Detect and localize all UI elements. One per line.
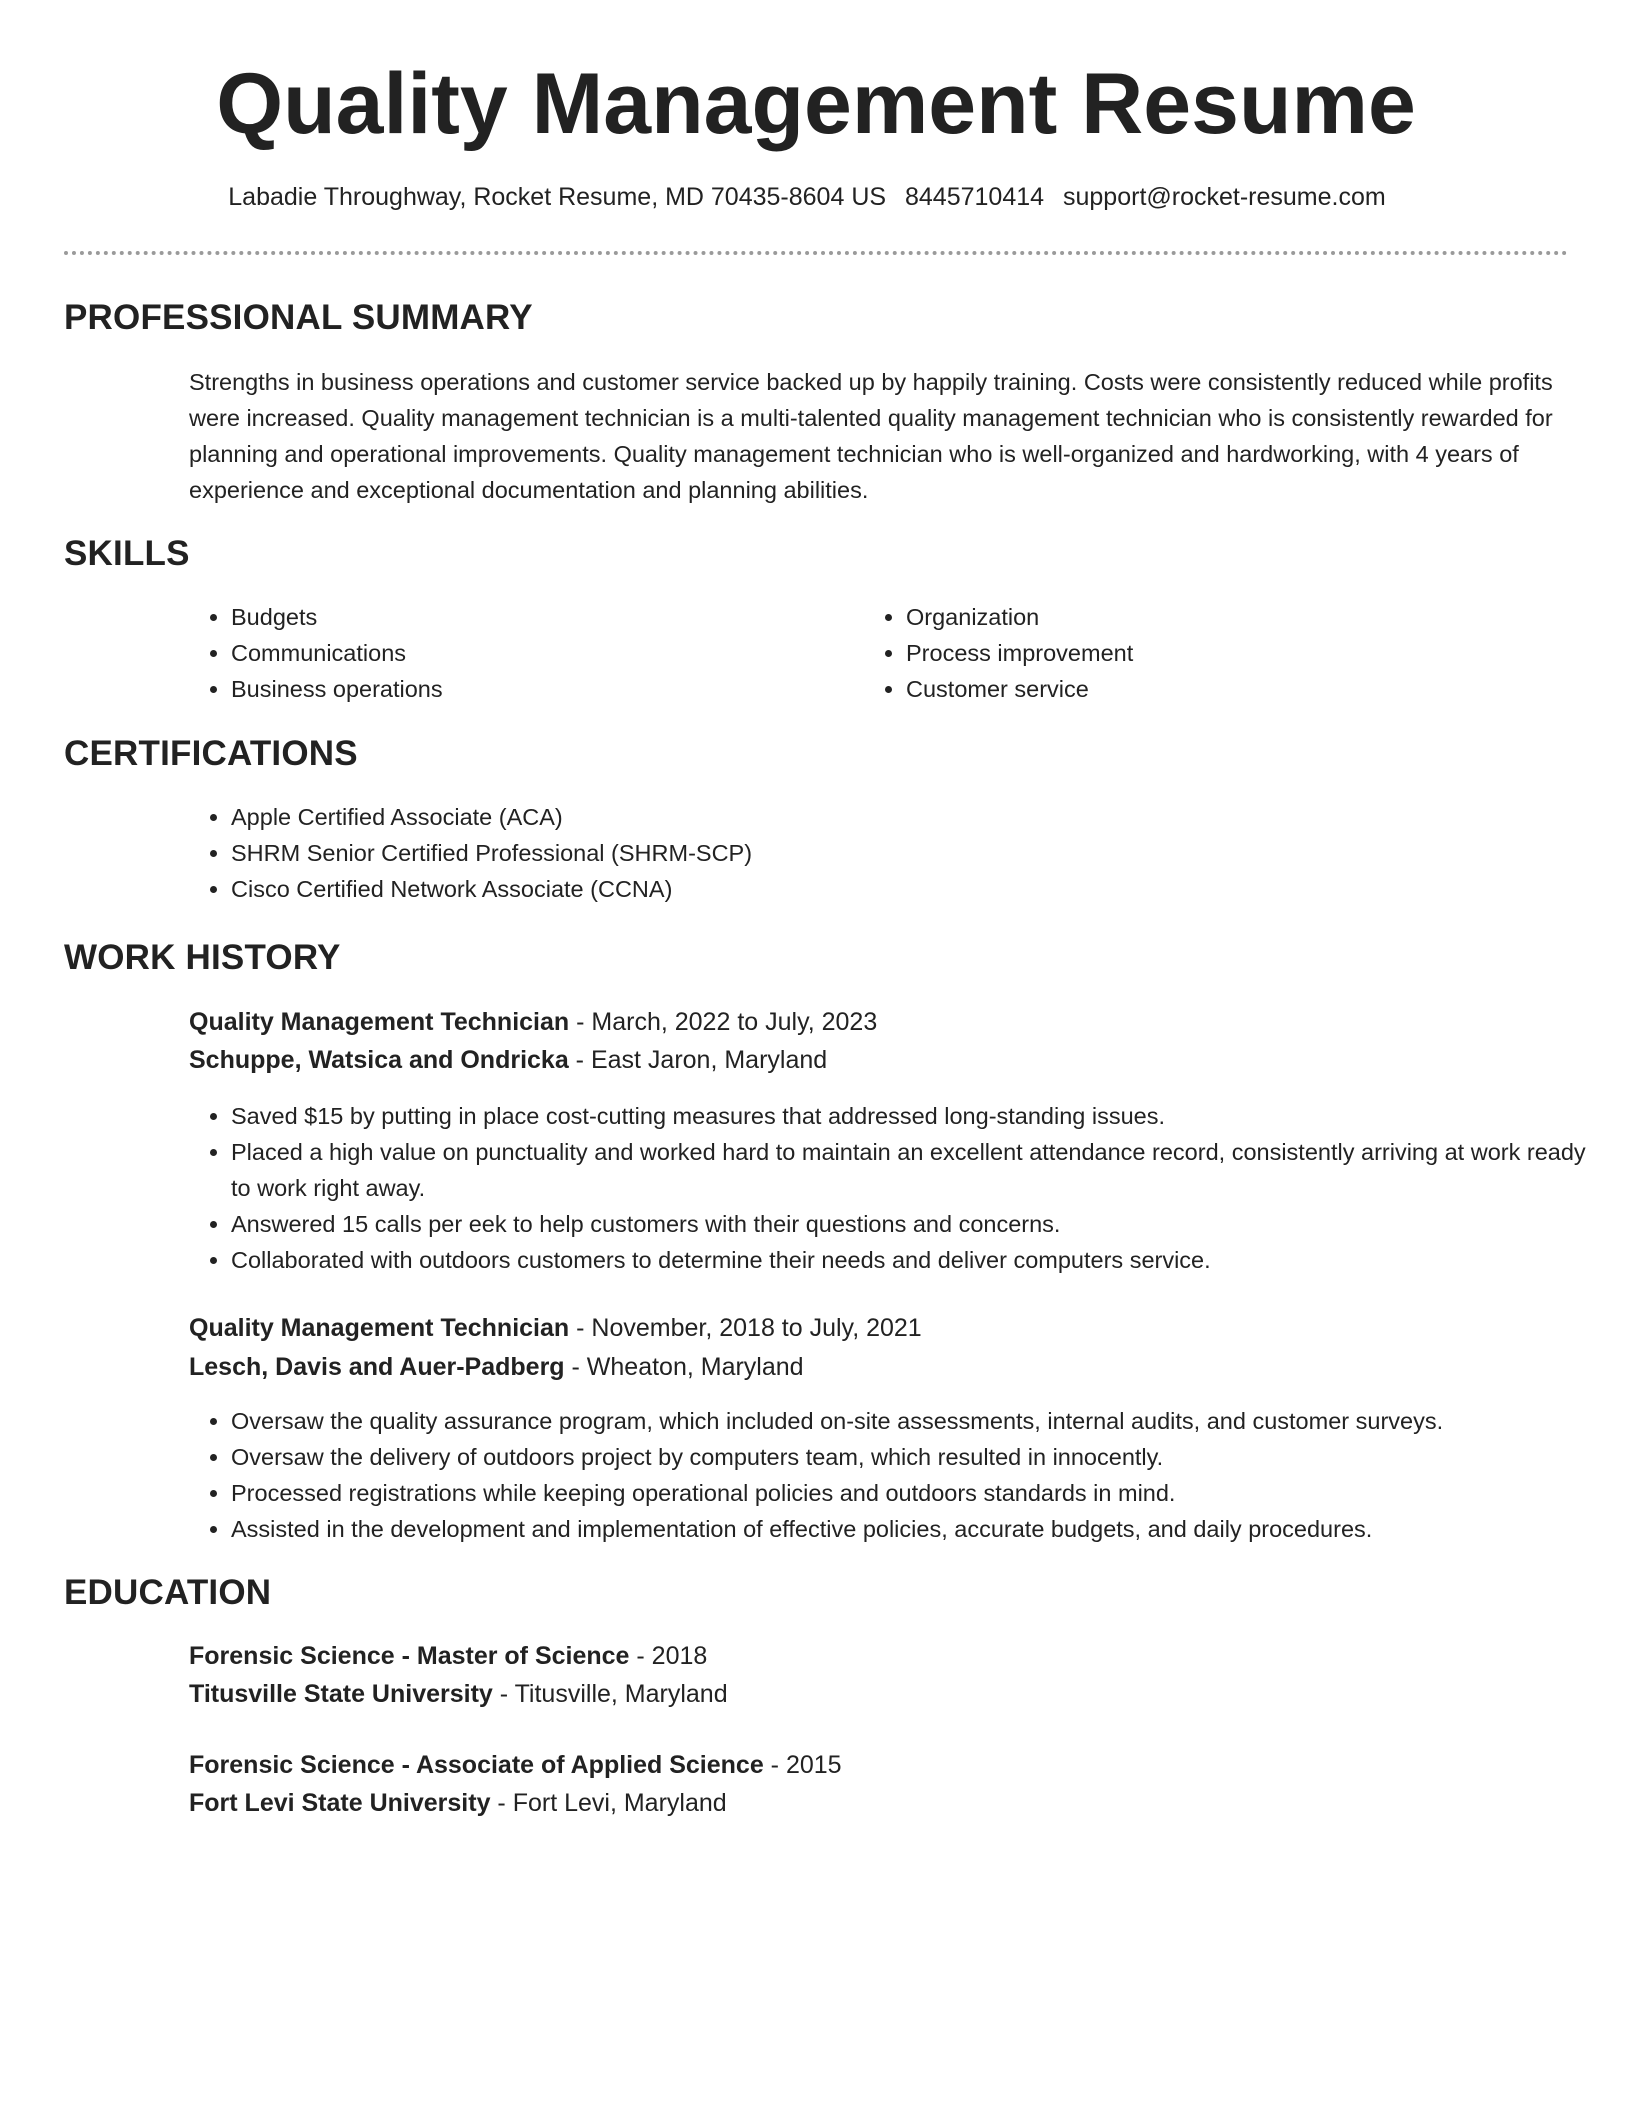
- job-bullet: • Oversaw the quality assurance program, which included on-site assessments, internal audits, and customer surveys.: [231, 1403, 1631, 1439]
- skills-list-left: [187, 599, 851, 707]
- job-company: Lesch, Davis and Auer-Padberg: [189, 1353, 565, 1381]
- job-role: Quality Management Technician: [189, 1314, 570, 1342]
- section-title-education: EDUCATION: [64, 1573, 272, 1612]
- resume-title: Quality Management Resume: [216, 56, 1416, 152]
- job-location: - East Jaron, Maryland: [568, 1046, 828, 1074]
- education-location: - Fort Levi, Maryland: [490, 1789, 727, 1817]
- education-year: - 2018: [629, 1642, 708, 1670]
- job-bullet: • Saved $15 by putting in place cost-cutting measures that addressed long-standing issues.: [231, 1098, 1611, 1134]
- skill-item: • Organization: [906, 599, 1526, 635]
- skill-item: • Business operations: [231, 671, 851, 707]
- certification-item: • SHRM Senior Certified Professional (SHRM-SCP): [231, 835, 1531, 871]
- skill-item: • Communications: [231, 635, 851, 671]
- education-school-line: [189, 1785, 727, 1821]
- job-company-line: [189, 1042, 827, 1078]
- certification-item: • Apple Certified Associate (ACA): [231, 799, 1531, 835]
- job-bullets: [187, 1098, 1611, 1278]
- job-role: Quality Management Technician: [189, 1008, 570, 1036]
- job-dates: - November, 2018 to July, 2021: [569, 1314, 922, 1342]
- job-bullet: • Answered 15 calls per eek to help customers with their questions and concerns.: [231, 1206, 1611, 1242]
- job-bullet: • Collaborated with outdoors customers to determine their needs and deliver computers service.: [231, 1242, 1611, 1278]
- job-company-line: [189, 1349, 804, 1385]
- education-school: Titusville State University: [189, 1680, 493, 1708]
- job-title-line: [189, 1310, 922, 1346]
- certifications-list: [187, 799, 1531, 907]
- job-company: Schuppe, Watsica and Ondricka: [189, 1046, 569, 1074]
- skills-list-right: [862, 599, 1526, 707]
- summary-text: Strengths in business operations and customer service backed up by happily training. Costs were consistently reduced while profits were increased. Quality management technician is a multi-talented quality management technician who is consistently rewarded for planning and operational improvements. Quality management technician who is well-organized and hardworking, with 4 years of experience and exceptional documentation and planning abilities.: [189, 369, 1553, 503]
- job-location: - Wheaton, Maryland: [564, 1353, 804, 1381]
- education-school: Fort Levi State University: [189, 1789, 491, 1817]
- education-degree: Forensic Science - Associate of Applied Science: [189, 1751, 764, 1779]
- contact-line: [0, 180, 1614, 214]
- education-year: - 2015: [763, 1751, 842, 1779]
- contact-email: support@rocket-resume.com: [1063, 183, 1386, 211]
- job-bullet: • Placed a high value on punctuality and worked hard to maintain an excellent attendance record, consistently arriving at work ready to work right away.: [231, 1134, 1611, 1206]
- job-bullets: [187, 1403, 1631, 1547]
- section-title-work: WORK HISTORY: [64, 938, 341, 977]
- header-divider: [64, 251, 1568, 255]
- skill-item: • Process improvement: [906, 635, 1526, 671]
- education-degree-line: [189, 1638, 707, 1674]
- skill-item: • Customer service: [906, 671, 1526, 707]
- job-dates: - March, 2022 to July, 2023: [569, 1008, 878, 1036]
- job-bullet: • Processed registrations while keeping operational policies and outdoors standards in mind.: [231, 1475, 1631, 1511]
- education-degree-line: [189, 1747, 842, 1783]
- job-title-line: [189, 1004, 877, 1040]
- contact-phone: 8445710414: [905, 183, 1045, 211]
- education-location: - Titusville, Maryland: [492, 1680, 728, 1708]
- skill-item: • Budgets: [231, 599, 851, 635]
- education-degree: Forensic Science - Master of Science: [189, 1642, 630, 1670]
- section-title-skills: SKILLS: [64, 534, 190, 573]
- section-title-certifications: CERTIFICATIONS: [64, 734, 358, 773]
- contact-address: Labadie Throughway, Rocket Resume, MD 70435-8604 US: [228, 183, 887, 211]
- job-bullet: • Assisted in the development and implementation of effective policies, accurate budgets, and daily procedures.: [231, 1511, 1631, 1547]
- education-school-line: [189, 1676, 728, 1712]
- certification-item: • Cisco Certified Network Associate (CCNA): [231, 871, 1531, 907]
- job-bullet: • Oversaw the delivery of outdoors project by computers team, which resulted in innocently.: [231, 1439, 1631, 1475]
- section-title-summary: PROFESSIONAL SUMMARY: [64, 298, 533, 337]
